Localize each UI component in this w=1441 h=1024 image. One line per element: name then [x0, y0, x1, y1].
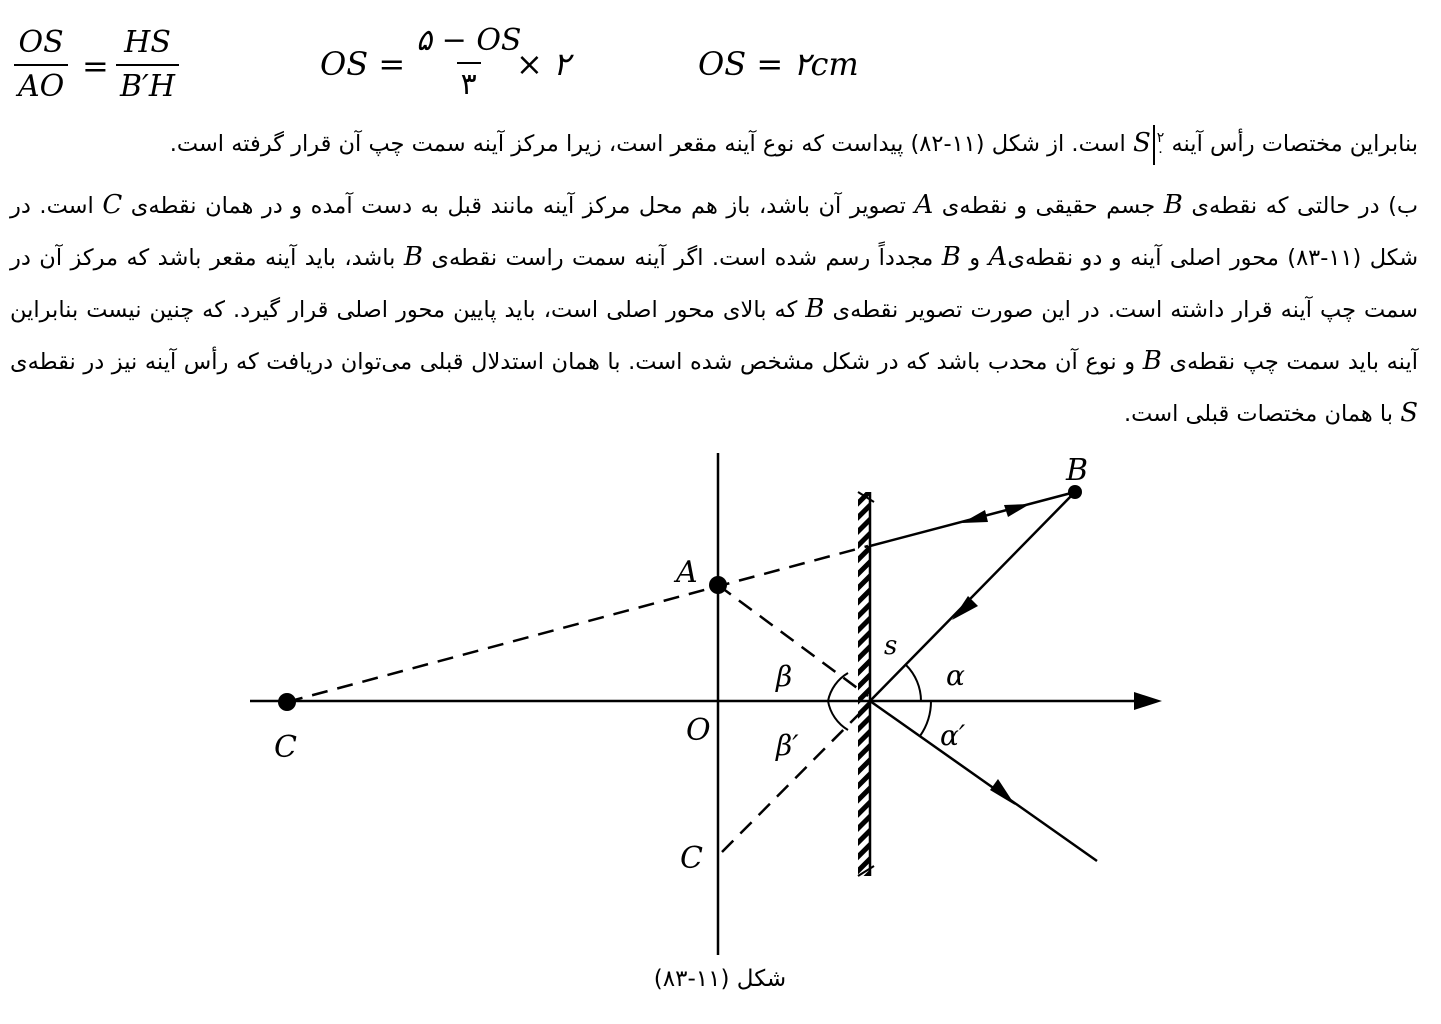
- label-beta: β: [776, 660, 793, 693]
- dashed-line-a-to-s: [718, 585, 868, 696]
- denominator: B′H: [116, 64, 179, 102]
- point-a: A: [914, 190, 934, 220]
- point-b: B: [1142, 346, 1162, 376]
- times-factor: × ۲: [516, 45, 571, 83]
- label-o: O: [686, 713, 711, 748]
- coordinate-x: ۰: [1156, 143, 1165, 160]
- label-s: s: [884, 631, 898, 661]
- mirror-hatching: [858, 492, 870, 876]
- equation-lhs: OS =: [320, 45, 406, 83]
- label-a: A: [676, 555, 698, 590]
- numerator: ۵ − OS: [416, 23, 522, 58]
- label-alpha: α: [946, 659, 965, 692]
- angle-arc-alpha-prime: [920, 701, 931, 736]
- numerator: OS: [18, 25, 64, 60]
- angle-arc-alpha: [906, 665, 921, 701]
- equals-sign: =: [82, 47, 109, 85]
- text-segment: است. در شکل (۱۱-۸۳) محور اصلی آینه و دو نقطه‌ی: [10, 193, 1419, 271]
- text-segment: ب) در حالتی که نقطه‌ی: [1191, 193, 1419, 219]
- denominator: ۳: [457, 62, 481, 100]
- result-equation: OS = ۲cm: [698, 45, 859, 83]
- coordinate-y: ۲: [1156, 129, 1165, 146]
- label-b: B: [1066, 453, 1089, 488]
- point-b: B: [1163, 190, 1183, 220]
- point-s: S: [1132, 128, 1151, 158]
- ray-arrowhead: [990, 779, 1015, 805]
- figure-caption: شکل (۱۱-۸۳): [653, 966, 787, 992]
- numerator: HS: [124, 25, 171, 60]
- text-segment: و نوع آن محدب باشد که در شکل مشخص شده است. با همان استدلال قبلی می‌توان دریافت که رأس آینه نیز در نقطه‌ی: [10, 349, 1136, 375]
- ray-arrowhead: [952, 596, 978, 620]
- ray-incident-from-b: [870, 492, 1075, 701]
- ray-arrowhead: [1004, 504, 1030, 517]
- point-c-dot: [278, 693, 296, 711]
- angle-arc-beta: [828, 673, 848, 701]
- text-segment: باشد، باید آینه مقعر باشد که مرکز آن در سمت چپ آینه قرار داشته است. در این صورت تصویر نقطه‌ی: [10, 245, 1419, 323]
- ray-arrowhead: [962, 510, 988, 523]
- point-b: B: [805, 294, 825, 324]
- text-segment: تصویر آن باشد، باز هم محل مرکز آینه مانند قبل به دست آمده و در همان نقطه‌ی: [130, 193, 906, 219]
- point-c: C: [102, 190, 123, 220]
- axis-arrowhead: [1134, 692, 1162, 710]
- label-c-left: C: [274, 730, 297, 765]
- point-b: B: [403, 242, 423, 272]
- label-beta-prime: β′: [776, 729, 799, 762]
- angle-arc-beta-prime: [828, 701, 848, 730]
- point-a: A: [988, 242, 1008, 272]
- text-segment: بنابراین مختصات رأس آینه: [1171, 131, 1418, 157]
- text-segment: جسم حقیقی و نقطه‌ی: [941, 193, 1156, 219]
- text-segment: مجدداً رسم شده است. اگر آینه سمت راست نقطه‌ی: [431, 245, 934, 271]
- point-s: S: [1400, 398, 1418, 428]
- text-segment: است. از شکل (۱۱-۸۲) پیداست که نوع آینه مقعر است، زیرا مرکز آینه سمت چپ آن قرار گرفته است.: [169, 131, 1126, 157]
- label-alpha-prime: α′: [940, 719, 966, 752]
- text-segment: که بالای محور اصلی است، باید پایین محور اصلی قرار گیرد. که چنین نیست بنابراین آینه باید سمت چپ نقطه‌ی: [10, 297, 1418, 375]
- text-segment: با همان مختصات قبلی است.: [1124, 401, 1394, 427]
- point-a-dot: [709, 576, 727, 594]
- text-segment: و: [969, 245, 981, 271]
- denominator: AO: [14, 64, 68, 102]
- ray-reflected: [870, 701, 1097, 861]
- dashed-line-c-to-s: [722, 705, 868, 852]
- label-c-bottom: C: [680, 841, 703, 876]
- point-b: B: [941, 242, 961, 272]
